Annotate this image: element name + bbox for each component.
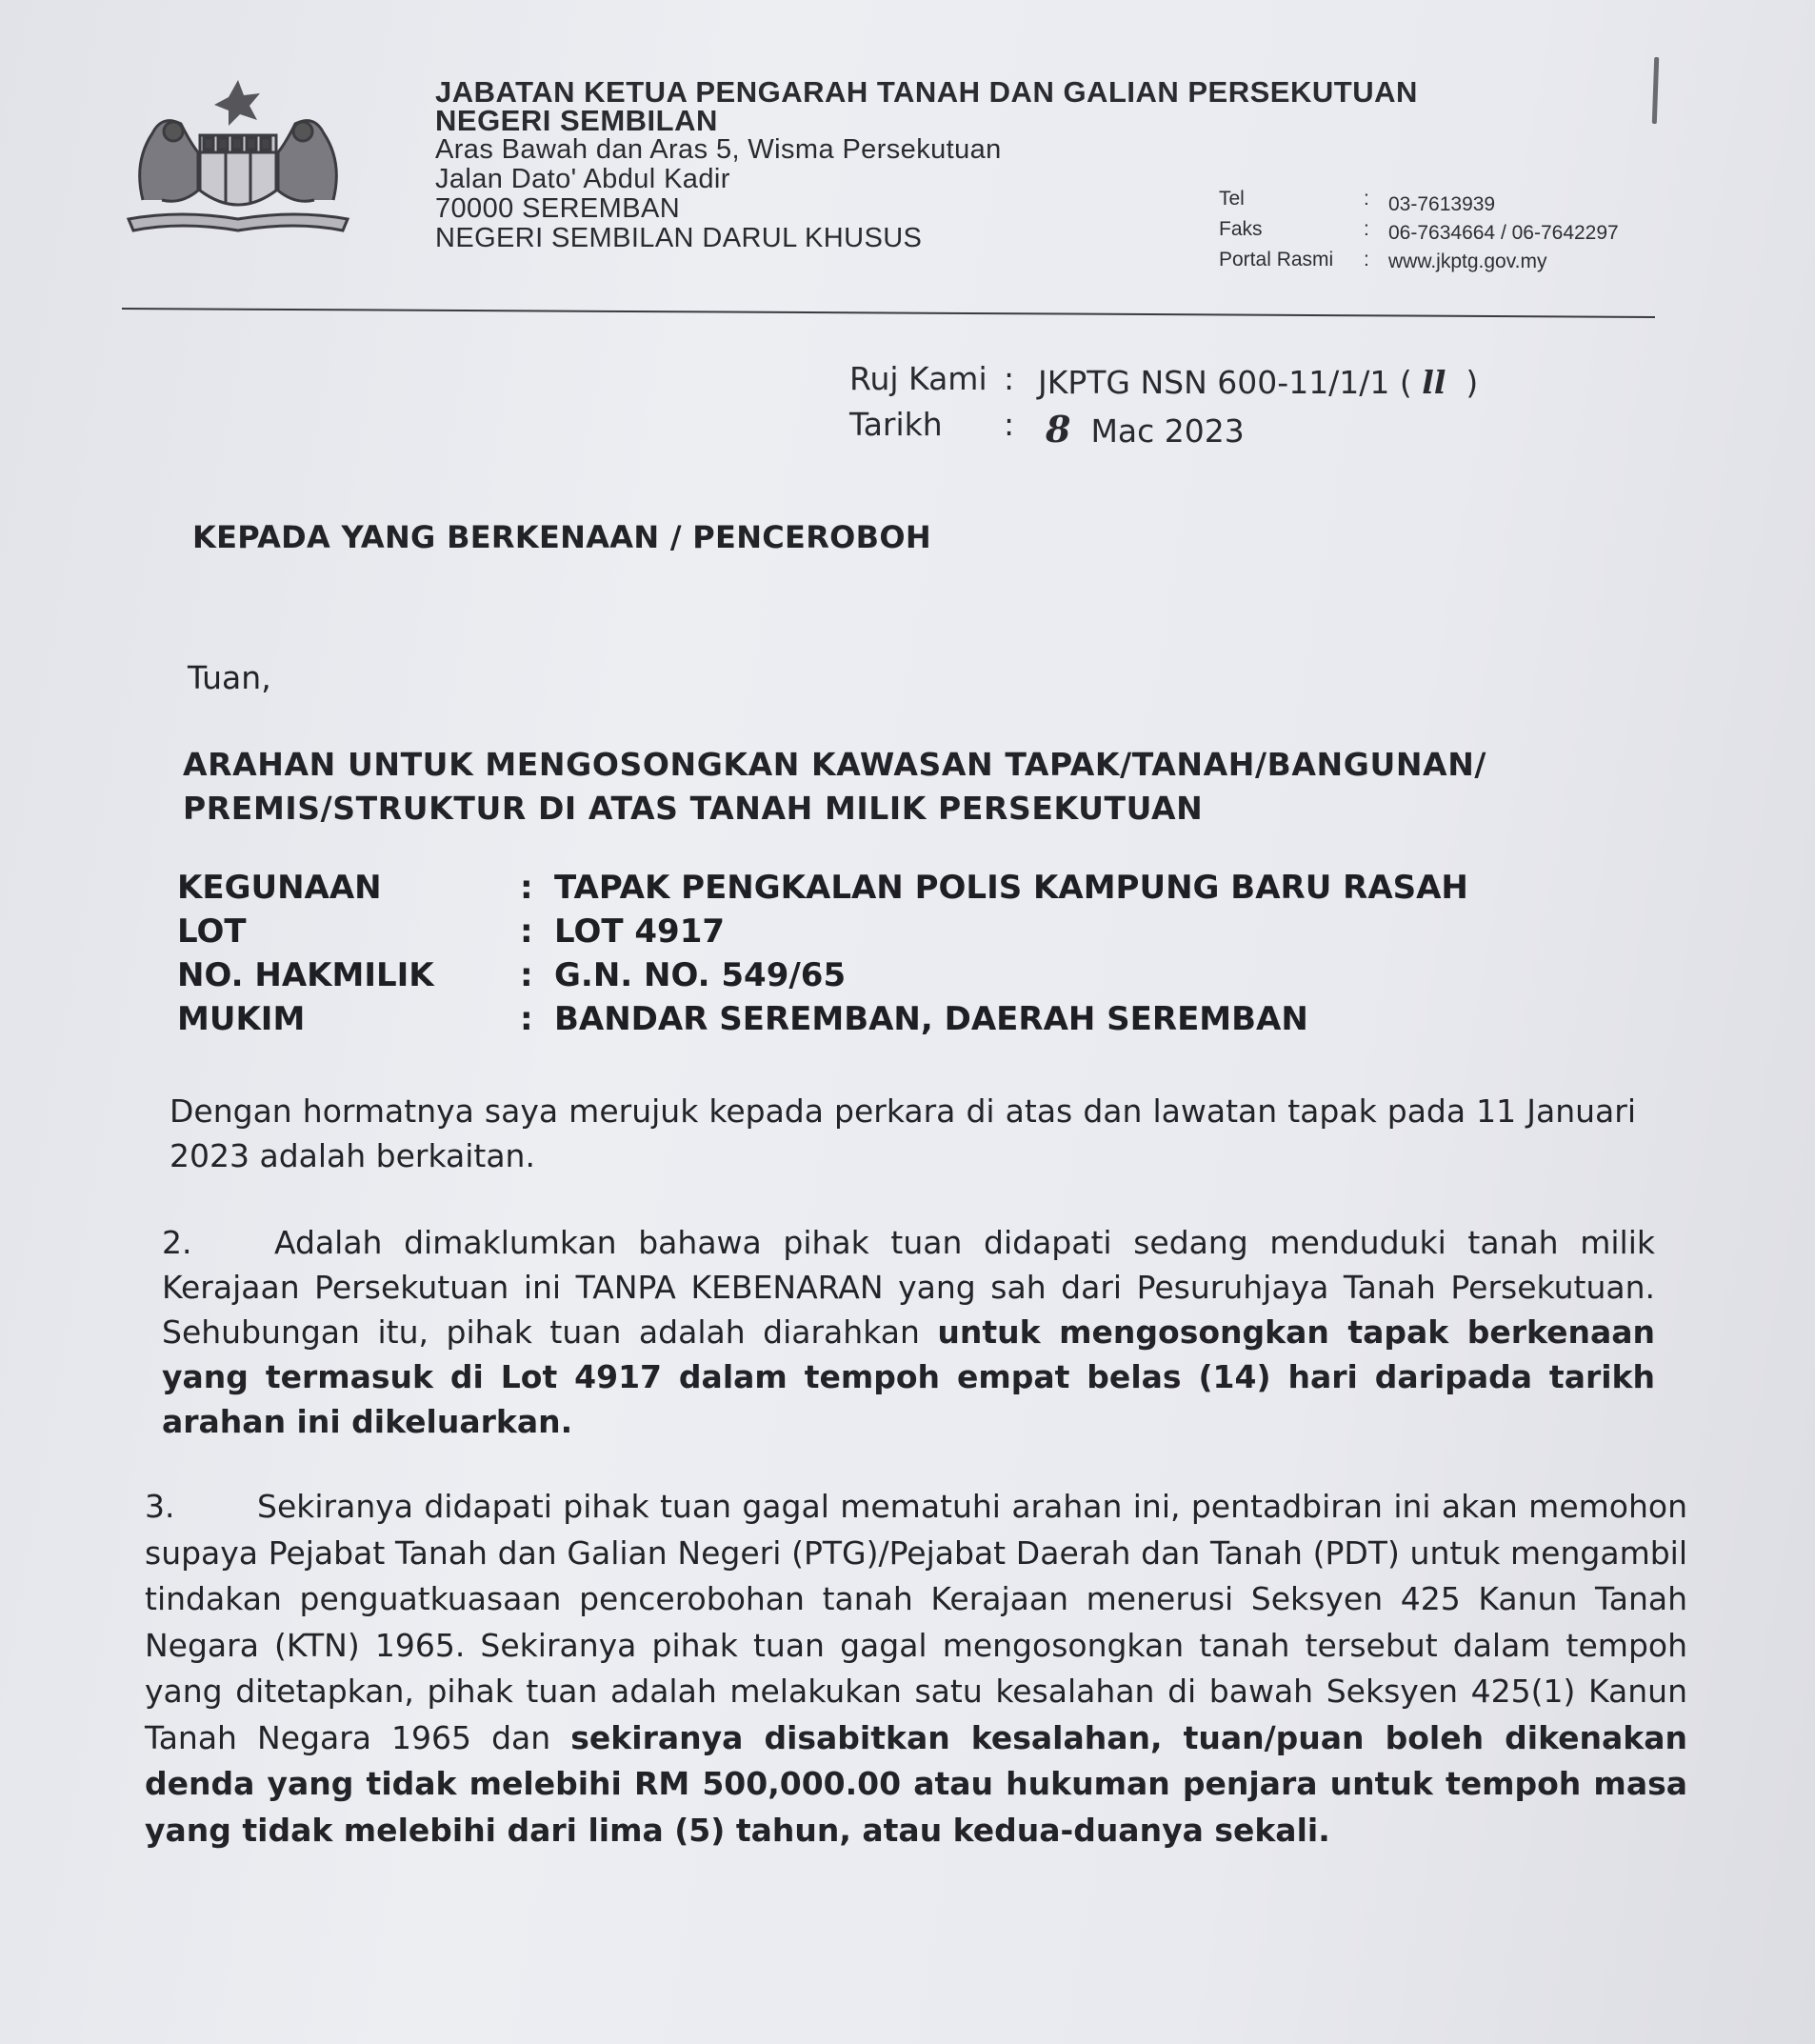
detail-label: MUKIM <box>177 1000 306 1038</box>
detail-row <box>177 956 1606 1000</box>
paragraph-text: Adalah dimaklumkan bahawa pihak tuan didapati sedang menduduki tanah milik Kerajaan Persekutuan ini TANPA KEBENARAN yang sah dari Pesuruhjaya Tanah Persekutuan. Sehubungan itu, pihak tuan adalah diarahkan <box>162 1224 1655 1351</box>
contact-block <box>1219 188 1666 279</box>
paragraph-2 <box>162 1220 1655 1444</box>
detail-separator: : <box>520 1000 533 1038</box>
detail-row <box>177 912 1606 956</box>
contact-row-tel <box>1219 188 1666 218</box>
date-label: Tarikh <box>849 406 943 443</box>
date-value <box>1046 408 1245 451</box>
detail-row <box>177 1000 1606 1044</box>
reference-separator: : <box>1004 360 1015 397</box>
detail-label: NO. HAKMILIK <box>177 956 434 994</box>
address-line: 70000 SEREMBAN <box>435 193 681 224</box>
contact-row-faks <box>1219 218 1666 249</box>
pen-mark <box>1652 57 1659 124</box>
malaysia-coat-of-arms-icon <box>124 76 352 238</box>
address-line: Aras Bawah dan Aras 5, Wisma Persekutuan <box>435 134 1002 165</box>
contact-row-portal <box>1219 249 1666 279</box>
detail-value: TAPAK PENGKALAN POLIS KAMPUNG BARU RASAH <box>554 869 1468 907</box>
contact-separator: : <box>1364 218 1369 240</box>
subject-line2: PREMIS/STRUKTUR DI ATAS TANAH MILIK PERSEKUTUAN <box>183 790 1204 827</box>
detail-row <box>177 869 1606 912</box>
date-row <box>849 406 1535 451</box>
address-line: Jalan Dato' Abdul Kadir <box>435 164 730 194</box>
subject-line1: ARAHAN UNTUK MENGOSONGKAN KAWASAN TAPAK/TANAH/BANGUNAN/ <box>183 746 1487 783</box>
detail-label: KEGUNAAN <box>177 869 382 907</box>
paragraph-1: Dengan hormatnya saya merujuk kepada perkara di atas dan lawatan tapak pada 11 Januari 2023 adalah berkaitan. <box>170 1092 1636 1174</box>
date-month-year: Mac 2023 <box>1090 412 1245 450</box>
property-details <box>177 869 1606 1044</box>
address-line: NEGERI SEMBILAN DARUL KHUSUS <box>435 223 923 253</box>
contact-value: 06-7634664 / 06-7642297 <box>1388 222 1619 244</box>
paragraph-bold-text: sekiranya disabitkan kesalahan, tuan/puan boleh dikenakan denda yang tidak melebihi RM 500,000.00 atau hukuman penjara untuk tempoh masa yang tidak melebihi dari lima (5) tahun, atau kedua-duanya sekali. <box>145 1718 1687 1849</box>
header-divider <box>122 308 1655 318</box>
detail-value: G.N. NO. 549/65 <box>554 956 847 994</box>
paragraph-3 <box>145 1484 1687 1854</box>
contact-separator: : <box>1364 249 1369 271</box>
paragraph-number: 3. <box>145 1488 175 1525</box>
paragraph-number: 2. <box>162 1224 192 1261</box>
contact-value: 03-7613939 <box>1388 193 1496 215</box>
detail-value: BANDAR SEREMBAN, DAERAH SEREMBAN <box>554 1000 1308 1038</box>
reference-value: JKPTG NSN 600-11/1/1 ( <box>1038 364 1412 401</box>
date-separator: : <box>1004 406 1015 443</box>
contact-separator: : <box>1364 188 1369 210</box>
addressee: KEPADA YANG BERKENAAN / PENCEROBOH <box>192 519 931 555</box>
detail-separator: : <box>520 956 533 994</box>
org-name-line2: NEGERI SEMBILAN <box>435 104 718 137</box>
org-name-line1: JABATAN KETUA PENGARAH TANAH DAN GALIAN PERSEKUTUAN <box>435 75 1418 109</box>
detail-separator: : <box>520 912 533 951</box>
detail-separator: : <box>520 869 533 907</box>
reference-row <box>849 360 1535 406</box>
handwritten-day: 8 <box>1046 408 1071 451</box>
reference-number <box>1038 364 1478 401</box>
contact-label: Portal Rasmi <box>1219 249 1334 271</box>
paragraph-text: Sekiranya didapati pihak tuan gagal mematuhi arahan ini, pentadbiran ini akan memohon supaya Pejabat Tanah dan Galian Negeri (PTG)/Pejabat Daerah dan Tanah (PDT) untuk mengambil tindakan penguatkuasaan pencerobohan tanah Kerajaan menerusi Seksyen 425 Kanun Tanah Negara (KTN) 1965. Sekiranya pihak tuan gagal mengosongkan tanah tersebut dalam tempoh yang ditetapkan, pihak tuan adalah melakukan satu kesalahan di bawah Seksyen 425(1) Kanun Tanah Negara 1965 dan <box>145 1488 1687 1756</box>
paragraph-bold-text: untuk mengosongkan tapak berkenaan yang termasuk di Lot 4917 dalam tempoh empat belas (14) hari daripada tarikh arahan ini dikeluarkan. <box>162 1313 1656 1440</box>
detail-label: LOT <box>177 912 247 951</box>
reference-label: Ruj Kami <box>849 360 987 397</box>
contact-label: Tel <box>1219 188 1245 210</box>
subject-heading <box>183 743 1630 831</box>
reference-close: ) <box>1466 364 1479 401</box>
contact-label: Faks <box>1219 218 1263 240</box>
handwritten-reference-number: ll <box>1422 364 1446 401</box>
salutation: Tuan, <box>188 659 271 696</box>
reference-block <box>849 360 1535 451</box>
detail-value: LOT 4917 <box>554 912 726 951</box>
portal-link[interactable]: www.jkptg.gov.my <box>1388 250 1547 272</box>
